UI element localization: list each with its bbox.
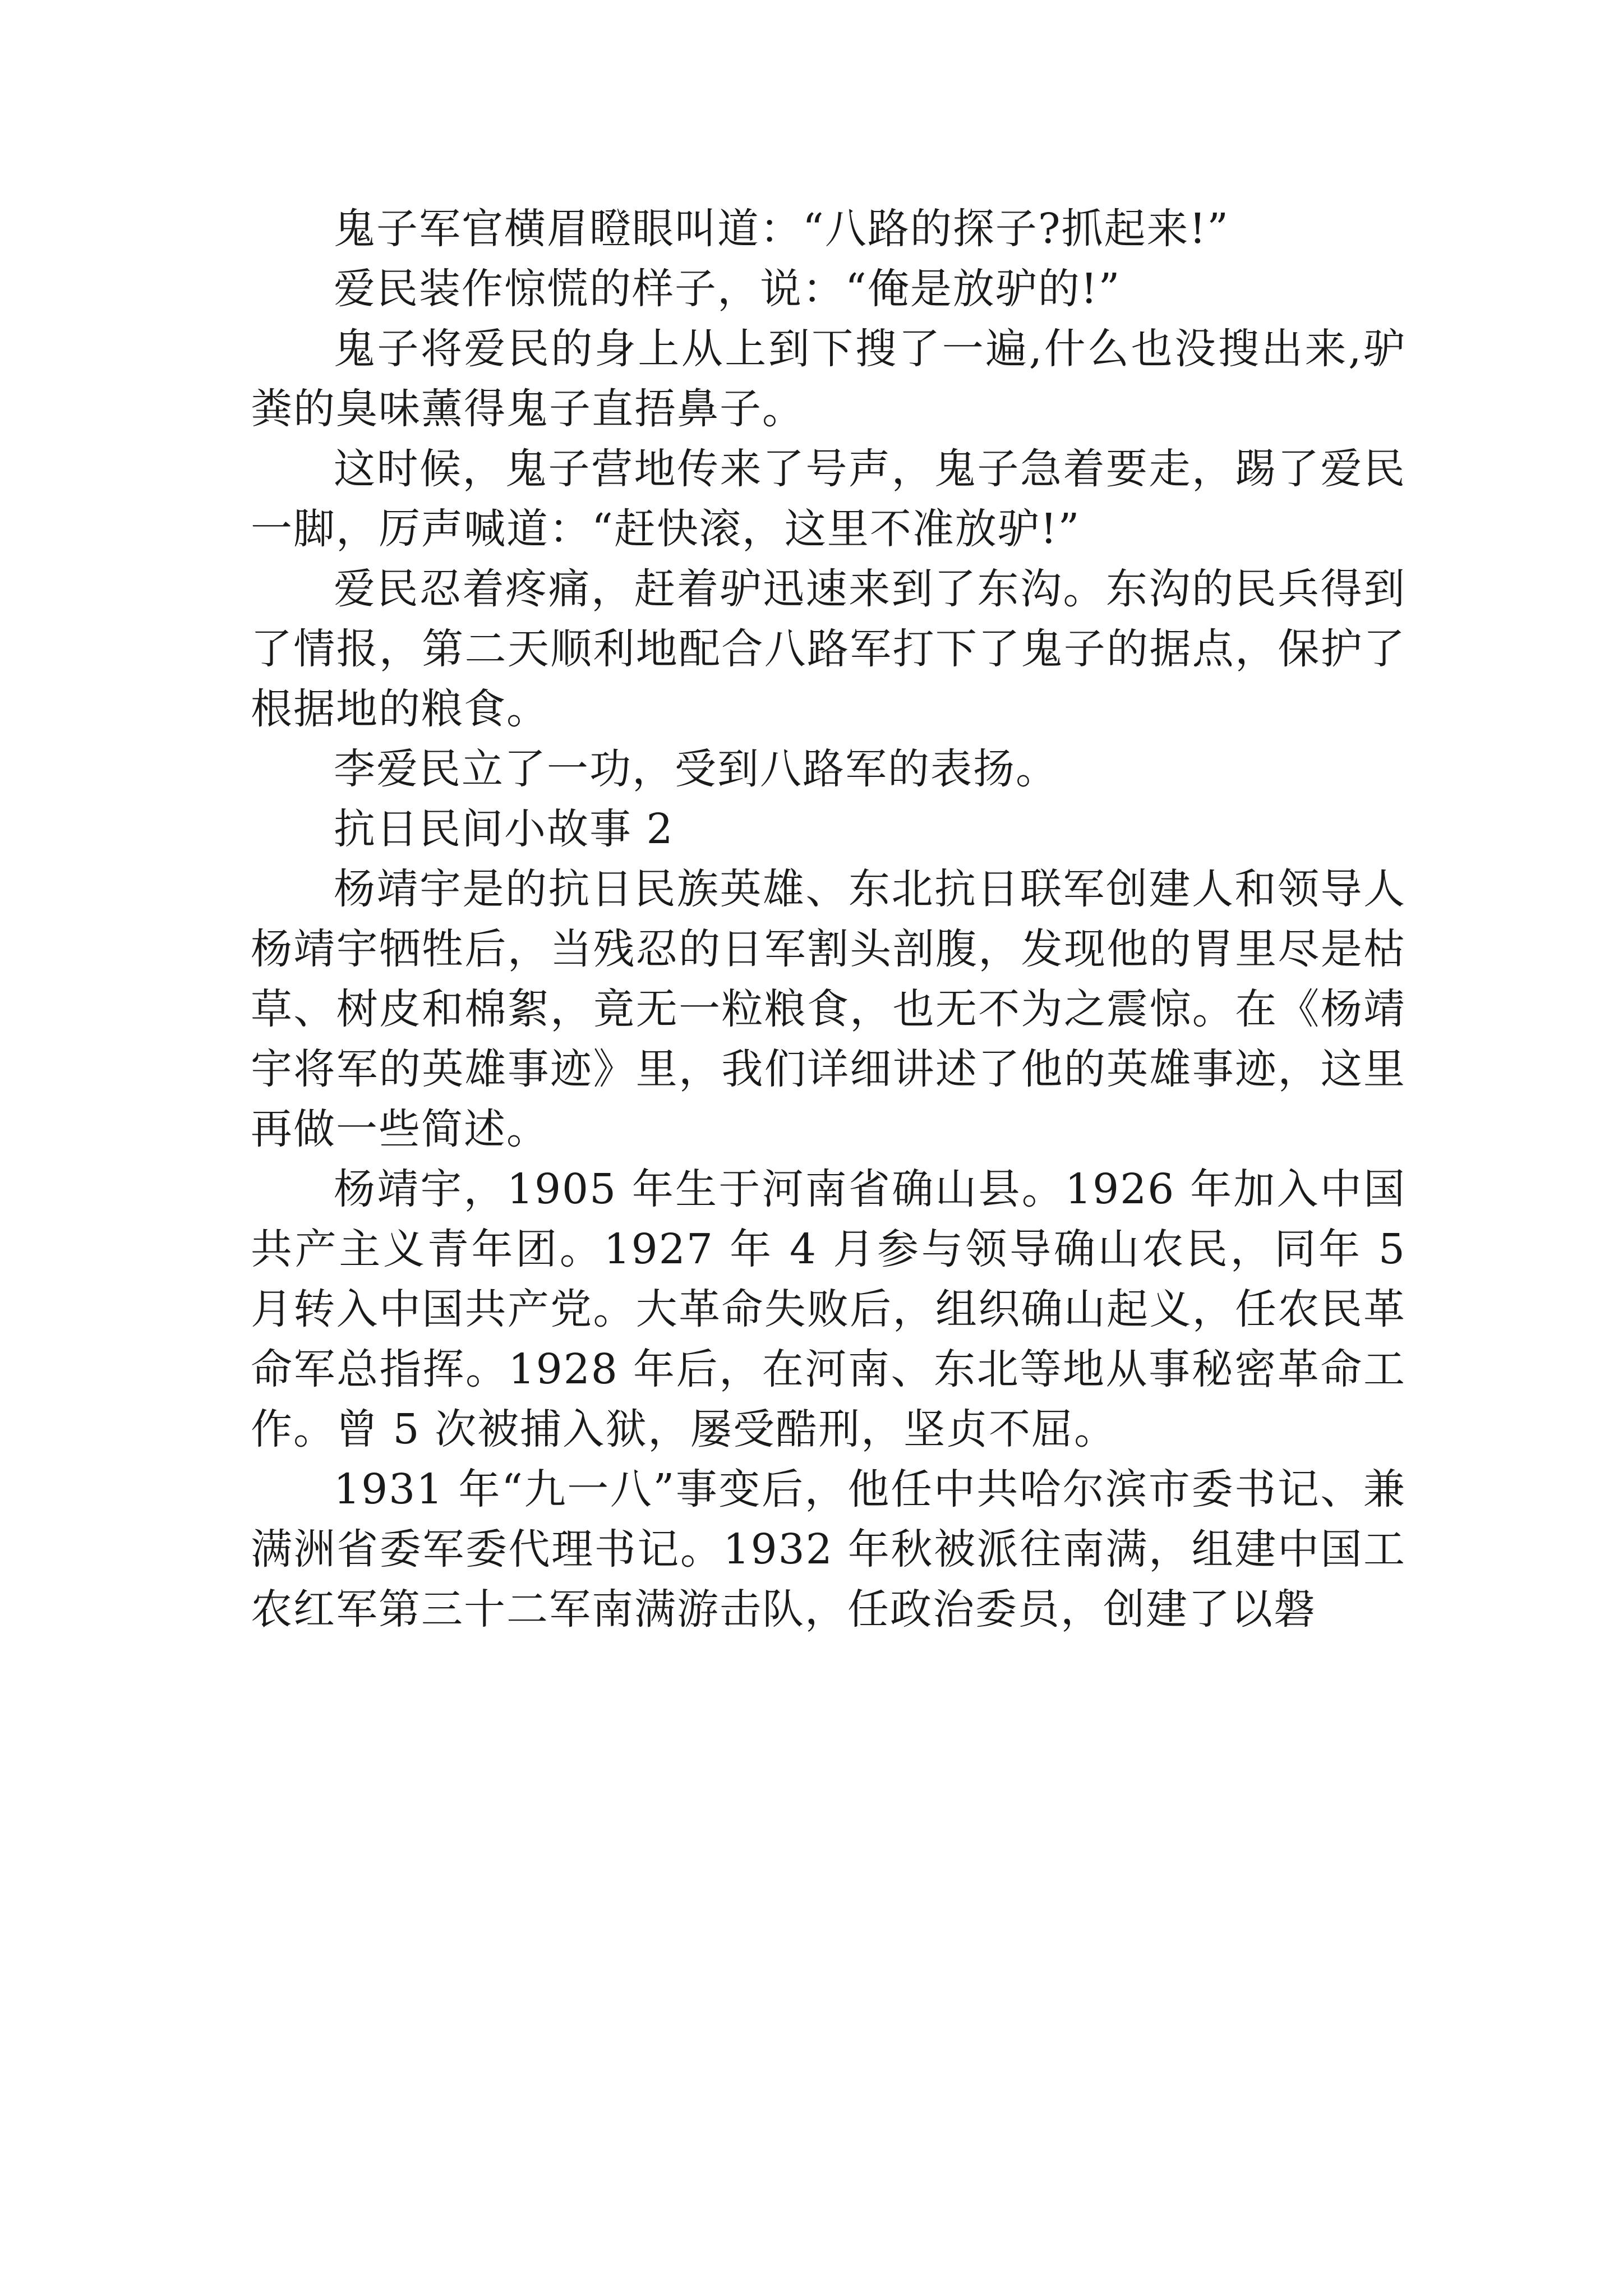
paragraph-praise: 李爱民立了一功，受到八路军的表扬。 xyxy=(334,745,1058,793)
paragraph-yang-jingyu-intro: 杨靖宇是的抗日民族英雄、东北抗日联军创建人和领导人杨靖宇牺牲后，当残忍的日军割头剖腹，发现他的胃里尽是枯草、树皮和棉絮，竟无一粒粮食，也无不为之震惊。在《杨靖宇将军的英雄事迹》里，我们详细讲述了他的英雄事迹，这里再做一些简述。 xyxy=(251,865,1406,1153)
paragraph-officer-shout: 鬼子军官横眉瞪眼叫道：“八路的探子?抓起来!” xyxy=(334,205,1230,253)
body-text xyxy=(251,199,1406,1640)
paragraph-bugle: 这时候，鬼子营地传来了号声，鬼子急着要走，踢了爱民一脚，厉声喊道：“赶快滚，这里不准放驴!” xyxy=(251,445,1406,553)
paragraph-918-incident: 1931 年“九一八”事变后，他任中共哈尔滨市委书记、兼满洲省委军委代理书记。1932 年秋被派往南满，组建中国工农红军第三十二军南满游击队，任政治委员，创建了以磐 xyxy=(251,1465,1406,1634)
paragraph-east-gully: 爱民忍着疼痛，赶着驴迅速来到了东沟。东沟的民兵得到了情报，第二天顺利地配合八路军打下了鬼子的据点，保护了根据地的粮食。 xyxy=(251,565,1406,733)
paragraph-aimin-reply: 爱民装作惊慌的样子，说：“俺是放驴的!” xyxy=(334,265,1121,313)
paragraph-search: 鬼子将爱民的身上从上到下搜了一遍,什么也没搜出来,驴粪的臭味薰得鬼子直捂鼻子。 xyxy=(251,325,1406,433)
section-heading: 抗日民间小故事 2 xyxy=(334,805,674,853)
paragraph-yang-jingyu-bio: 杨靖宇，1905 年生于河南省确山县。1926 年加入中国共产主义青年团。1927 年 4 月参与领导确山农民，同年 5 月转入中国共产党。大革命失败后，组织确山起义，任农民革命军总指挥。1928 年后，在河南、东北等地从事秘密革命工作。曾 5 次被捕入狱，屡受酷刑，坚贞不屈。 xyxy=(251,1165,1406,1453)
